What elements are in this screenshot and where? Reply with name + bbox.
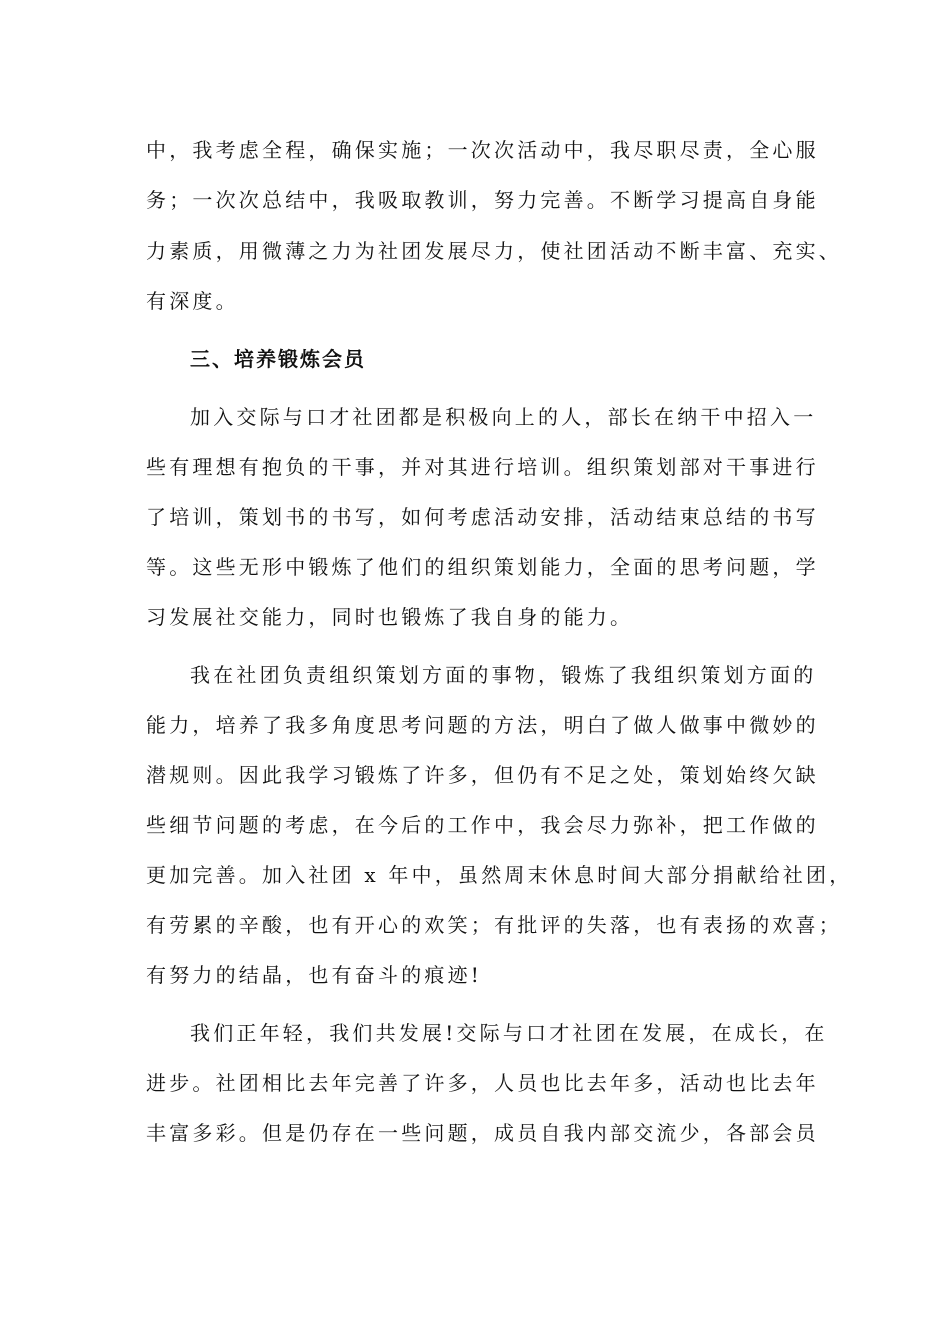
text-line: 习发展社交能力，同时也锻炼了我自身的能力。 <box>146 605 634 629</box>
text-line: 些有理想有抱负的干事，并对其进行培训。组织策划部对干事进行 <box>146 455 819 479</box>
text-line: 我在社团负责组织策划方面的事物，锻炼了我组织策划方面的 <box>190 663 817 687</box>
text-line: 等。这些无形中锻炼了他们的组织策划能力，全面的思考问题，学 <box>146 555 819 579</box>
text-line: 能力，培养了我多角度思考问题的方法，明白了做人做事中微妙的 <box>146 713 819 737</box>
section-heading: 三、培养锻炼会员 <box>190 347 366 371</box>
text-line: 中，我考虑全程，确保实施；一次次活动中，我尽职尽责，全心服 <box>146 138 819 162</box>
text-line: 潜规则。因此我学习锻炼了许多，但仍有不足之处，策划始终欠缺 <box>146 763 819 787</box>
text-line: 有深度。 <box>146 289 239 313</box>
text-line: 了培训，策划书的书写，如何考虑活动安排，活动结束总结的书写 <box>146 505 819 529</box>
text-line: 有劳累的辛酸，也有开心的欢笑；有批评的失落，也有表扬的欢喜； <box>146 913 842 937</box>
text-line: 力素质，用微薄之力为社团发展尽力，使社团活动不断丰富、充实、 <box>146 239 842 263</box>
text-line: 些细节问题的考虑，在今后的工作中，我会尽力弥补，把工作做的 <box>146 813 819 837</box>
text-line: 有努力的结晶，也有奋斗的痕迹! <box>146 963 483 987</box>
text-line: 更加完善。加入社团 x 年中，虽然周末休息时间大部分捐献给社团， <box>146 863 853 887</box>
text-line: 加入交际与口才社团都是积极向上的人，部长在纳干中招入一 <box>190 405 817 429</box>
text-line: 务；一次次总结中，我吸取教训，努力完善。不断学习提高自身能 <box>146 188 819 212</box>
text-line: 丰富多彩。但是仍存在一些问题，成员自我内部交流少，各部会员 <box>146 1121 819 1145</box>
text-line: 进步。社团相比去年完善了许多，人员也比去年多，活动也比去年 <box>146 1071 819 1095</box>
text-line: 我们正年轻，我们共发展!交际与口才社团在发展，在成长，在 <box>190 1021 828 1045</box>
